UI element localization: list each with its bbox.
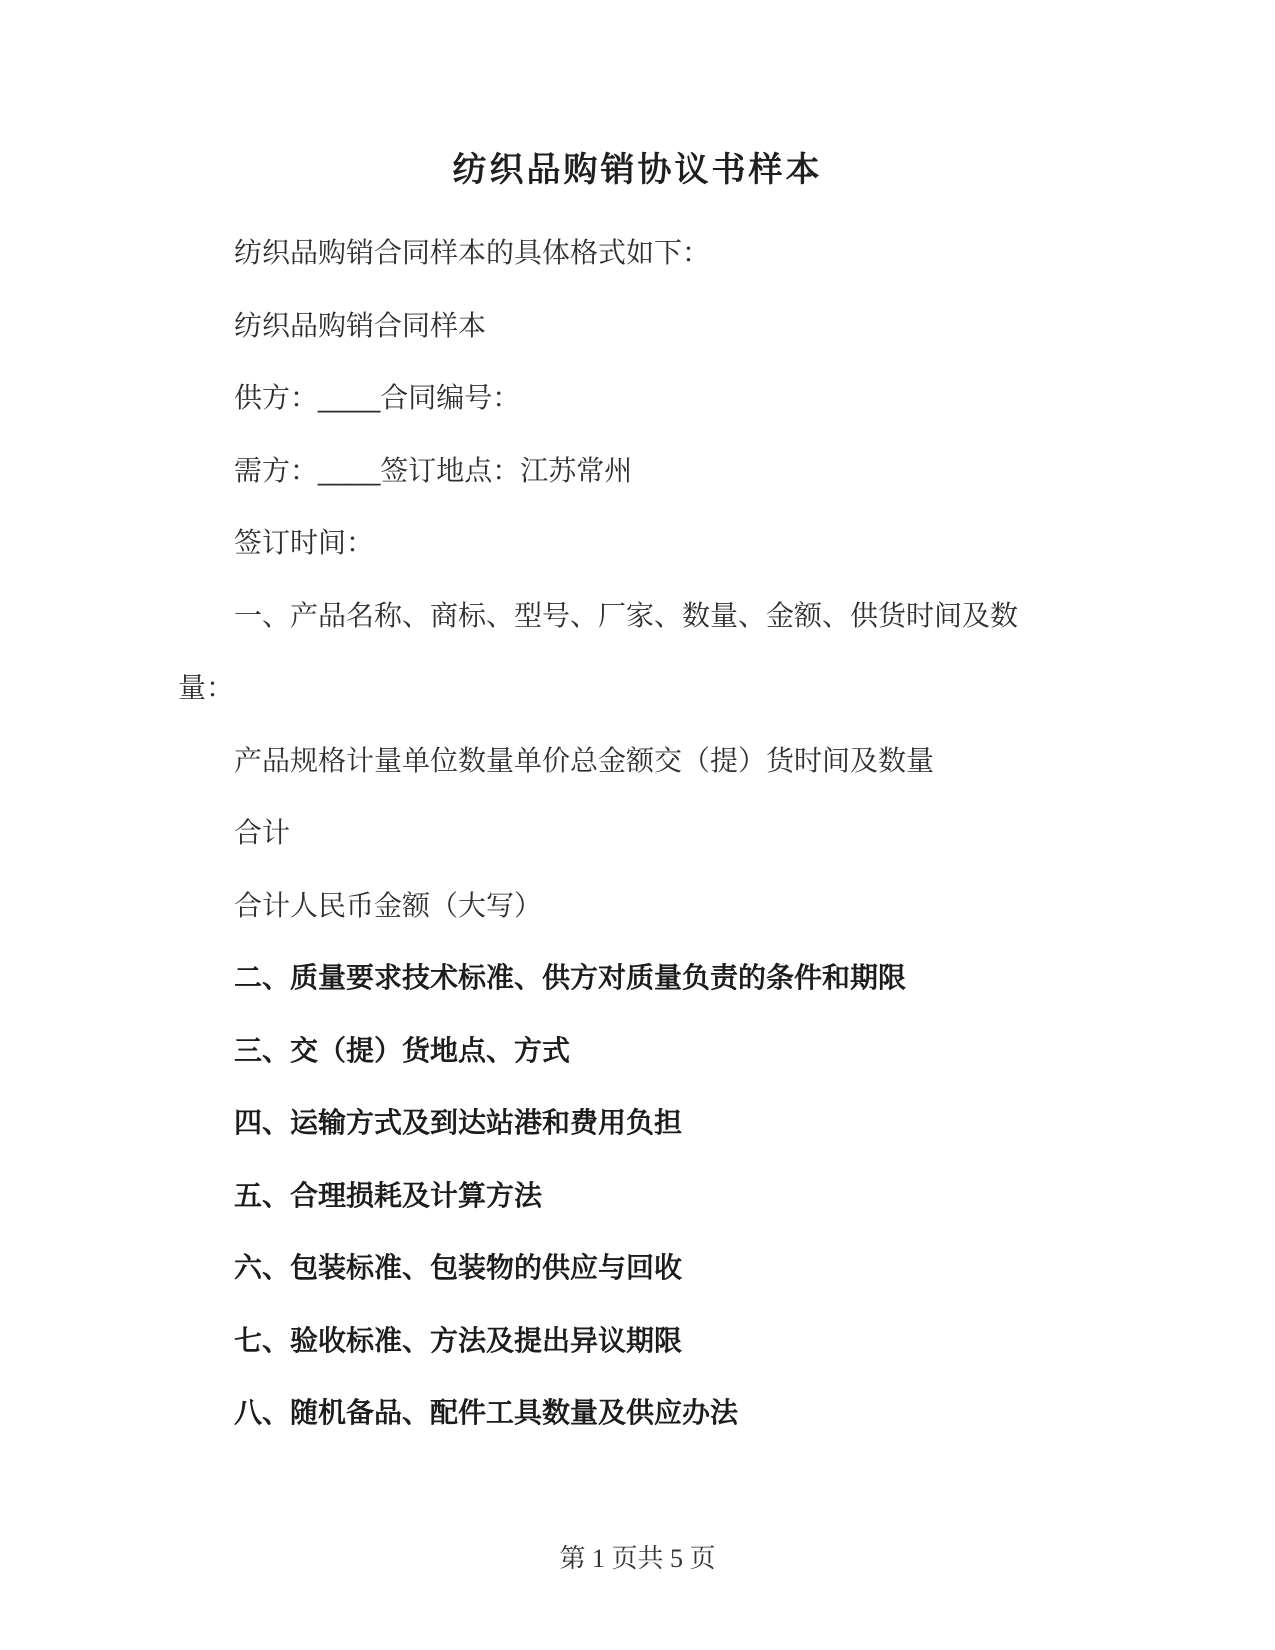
paragraph: 三、交（提）货地点、方式: [234, 1034, 571, 1066]
paragraph: 签订时间：: [234, 527, 375, 558]
paragraph: 需方：____签订地点：江苏常州: [234, 454, 633, 486]
paragraph: 纺织品购销合同样本: [234, 309, 487, 341]
paragraph: 供方：____合同编号：: [234, 382, 521, 413]
document-title: 纺织品购销协议书样本: [452, 151, 823, 189]
paragraph: 合计人民币金额（大写）: [234, 889, 543, 921]
paragraph: 六、包装标准、包装物的供应与回收: [234, 1252, 683, 1283]
paragraph: 五、合理损耗及计算方法: [234, 1179, 543, 1211]
paragraph: 合计: [234, 817, 291, 848]
document-body: [0, 217, 1275, 1450]
paragraph: 产品规格计量单位数量单价总金额交（提）货时间及数量: [234, 744, 935, 776]
paragraph: 七、验收标准、方法及提出异议期限: [234, 1324, 683, 1356]
paragraph: 一、产品名称、商标、型号、厂家、数量、金额、供货时间及数: [234, 599, 1019, 631]
paragraph: 纺织品购销合同样本的具体格式如下：: [234, 237, 711, 268]
paragraph: 二、质量要求技术标准、供方对质量负责的条件和期限: [234, 962, 907, 993]
paragraph: 八、随机备品、配件工具数量及供应办法: [234, 1397, 739, 1428]
paragraph: 四、运输方式及到达站港和费用负担: [234, 1107, 683, 1138]
paragraph: 量：: [178, 672, 235, 703]
page-footer: 第 1 页共 5 页: [559, 1544, 716, 1573]
